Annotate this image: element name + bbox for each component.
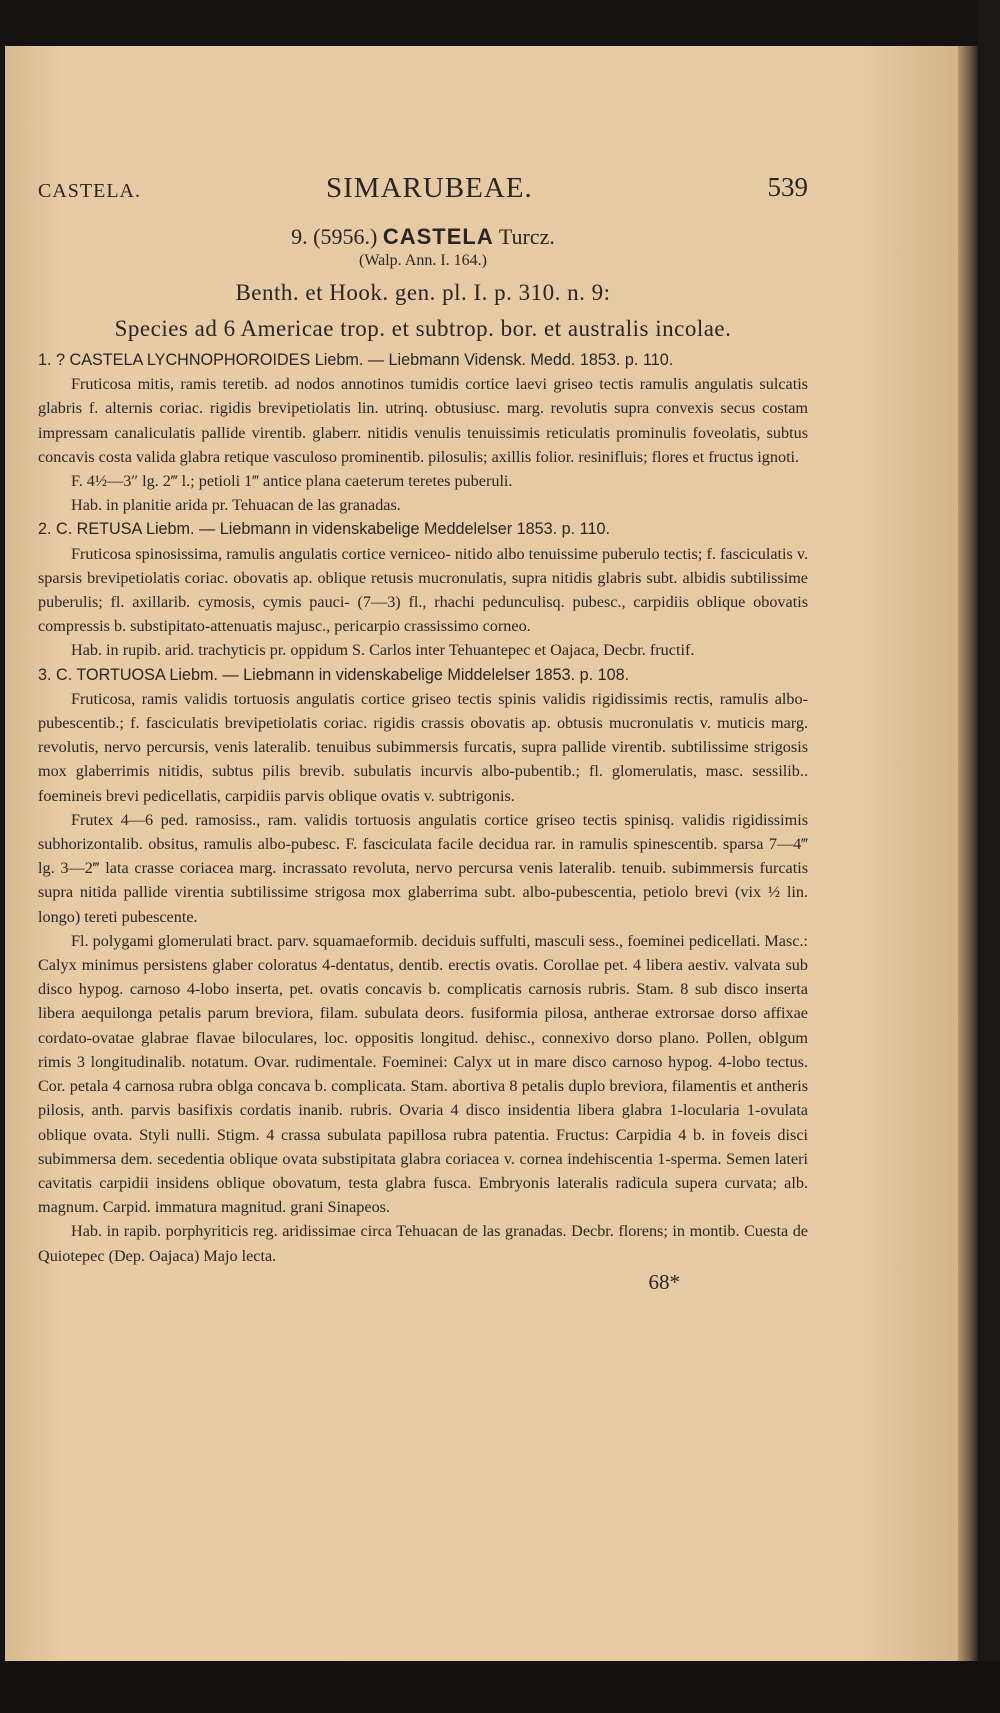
page-content — [38, 172, 808, 1295]
paragraph: Hab. in rapib. porphyriticis reg. aridissimae circa Tehuacan de las granadas. Decbr. florens; in montib. Cuesta de Quiotepec (Dep. Oajaca) Majo lecta. — [38, 1222, 808, 1265]
scan-border-right — [978, 0, 1000, 1713]
genus-name: CASTELA — [382, 224, 494, 249]
genus-number: 9. (5956.) — [291, 224, 378, 249]
paragraph: Fruticosa mitis, ramis teretib. ad nodos annotinos tumidis cortice laevi griseo tectis ramulis angulatis sulcatis glabris f. alternis coriac. rigidis brevipetiolatis lin. utrinq. obtusiusc. marg. revolutis supra convexis secus costam impressam canaliculatis pallide virentib. glaberr. nitidis venulis tenuissimis reticulatis prominulis foveolatis, subtus concavis costa valida glabra retique vasculoso prominentib. pilosulis; axillis folior. resinifluis; flores et fructus ignoti. — [38, 375, 808, 466]
paragraph: Fl. polygami glomerulati bract. parv. squamaeformib. deciduis suffulti, masculi sess., foeminei pedicellati. Masc.: Calyx minimus persistens glaber coloratus 4-dentatus, dentib. erectis ovatis. Corollae pet. 4 libera aestiv. valvata sub disco hypog. carnoso 4-lobo inserta, pet. ovatis concavis b. complicatis carnosis rubris. Stam. 8 sub disco inserta libera aequilonga petalis parum breviora, filam. subulata deors. fusiformia pilosa, antherae extrorsae dorso affixae cordato-ovatae glabrae flavae biloculares, loc. oppositis longitud. dehisc., connexivo dorso plano. Pollen, oblgum rimis 3 longitudinalib. notatum. Ovar. rudimentale. Foeminei: Calyx ut in mare disco carnoso hypog. 4-lobo tectus. Cor. petala 4 carnosa rubra oblga concava b. complicata. Stam. abortiva 8 petalis duplo breviora, filamentis et antheris pilosis, anth. parvis basifixis cordatis inanib. rubris. Ovaria 4 disco insidentia libera glabra 1-locularia 1-ovulata oblique ovata. Styli nulli. Stigm. 4 crassa subulata papillosa rubra patentia. Fructus: Carpidia 4 b. in foveis disci subimmersa dem. secedentia oblique ovata substipitata glabra coriacea v. cornea indehiscentia 1-sperma. Semen lateri cavitatis carpidii insidens oblique obovatum, testa glabra fusca. Embryonis lateralis radicula supera curvata; alb. magnum. Carpid. immatura magnitud. grani Sinapeos. — [38, 931, 808, 1217]
paragraph: 1. ? CASTELA LYCHNOPHOROIDES Liebm. — Liebmann Vidensk. Medd. 1853. p. 110. — [38, 351, 674, 369]
paragraph: Hab. in rupib. arid. trachyticis pr. oppidum S. Carlos inter Tehuantepec et Oajaca, Decbr. fructif. — [71, 641, 695, 660]
genus-author: Turcz. — [498, 224, 555, 249]
genus-reference: (Walp. Ann. I. 164.) — [358, 252, 488, 269]
running-header — [38, 172, 808, 212]
paragraph: F. 4½—3″ lg. 2‴ l.; petioli 1‴ antice plana caeterum teretes puberuli. — [71, 472, 513, 491]
book-spine — [958, 46, 978, 1661]
paragraph: Fruticosa spinosissima, ramulis angulatis cortice verniceo- nitido albo tenuissime puberulo tectis; f. fasciculatis v. sparsis brevipetiolatis coriac. obovatis ap. oblique retusis mucronulatis, supra nitidis glabris subt. albidis subtilissime puberulis; fl. axillarib. cymosis, cymis pauci- (7—3) fl., rhachi pedunculisq. pubesc., carpidiis oblique obovatis compressis b. substipitato-attenuatis majusc., pericarpio crassissimo corneo. — [38, 544, 808, 636]
scan-border-bottom — [0, 1661, 1000, 1713]
page-number: 539 — [767, 172, 808, 202]
header-genus: CASTELA. — [38, 180, 141, 202]
genus-heading — [38, 224, 808, 250]
species-distribution-note: Species ad 6 Americae trop. et subtrop. bor. et australis incolae. — [114, 316, 732, 341]
body-text — [38, 348, 808, 1268]
paragraph: 2. C. RETUSA Liebm. — Liebmann in videnskabelige Meddelelser 1853. p. 110. — [38, 520, 610, 539]
paragraph: Frutex 4—6 ped. ramosiss., ram. validis tortuosis angulatis cortice griseo tectis spinisq. validis rigidissimis subhorizontalib. obsitus, ramulis albo-pubesc. F. fasciculata facile decidua rar. in ramulis spinescentib. sparsa 7—4‴ lg. 3—2‴ lata crasse coriacea marg. incrassato revoluta, nervo percursa venis lateralib. tenuib. subimmersis furcatis supra nitida pallide virentia subtilissime strigosa mox glaberrima subt. albo-pubescentia, petiolo brevi (vix ½ lin. longo) tereti pubescente. — [38, 810, 808, 926]
paragraph: Fruticosa, ramis validis tortuosis angulatis cortice griseo tectis spinis validis rigidissimis rectis, ramulis albo-pubescentib.; f. fasciculatis brevipetiolatis coriac. rigidis crassis obovatis ap. obtusis mucronulatis v. muticis marg. revolutis, nervo percursis, venis lateralib. tenuibus subimmersis furcatis, supra pallide virentib. subtilissime strigosis mox glaberrimis nitidis, subtus pilis brevib. subulatis incurvis albo-pubentib.; fl. glomerulatis, masc. sessilib.. foemineis brevi pedicellatis, carpidiis parvis oblique ovatis v. subtrigonis. — [38, 689, 808, 805]
benth-hook-reference: Benth. et Hook. gen. pl. I. p. 310. n. 9: — [235, 280, 611, 305]
header-family: SIMARUBEAE. — [326, 172, 533, 204]
paragraph: Hab. in planitie arida pr. Tehuacan de las granadas. — [71, 496, 401, 515]
signature-mark: 68* — [648, 1269, 680, 1294]
paragraph: 3. C. TORTUOSA Liebm. — Liebmann in videnskabelige Middelelser 1853. p. 108. — [38, 665, 630, 684]
